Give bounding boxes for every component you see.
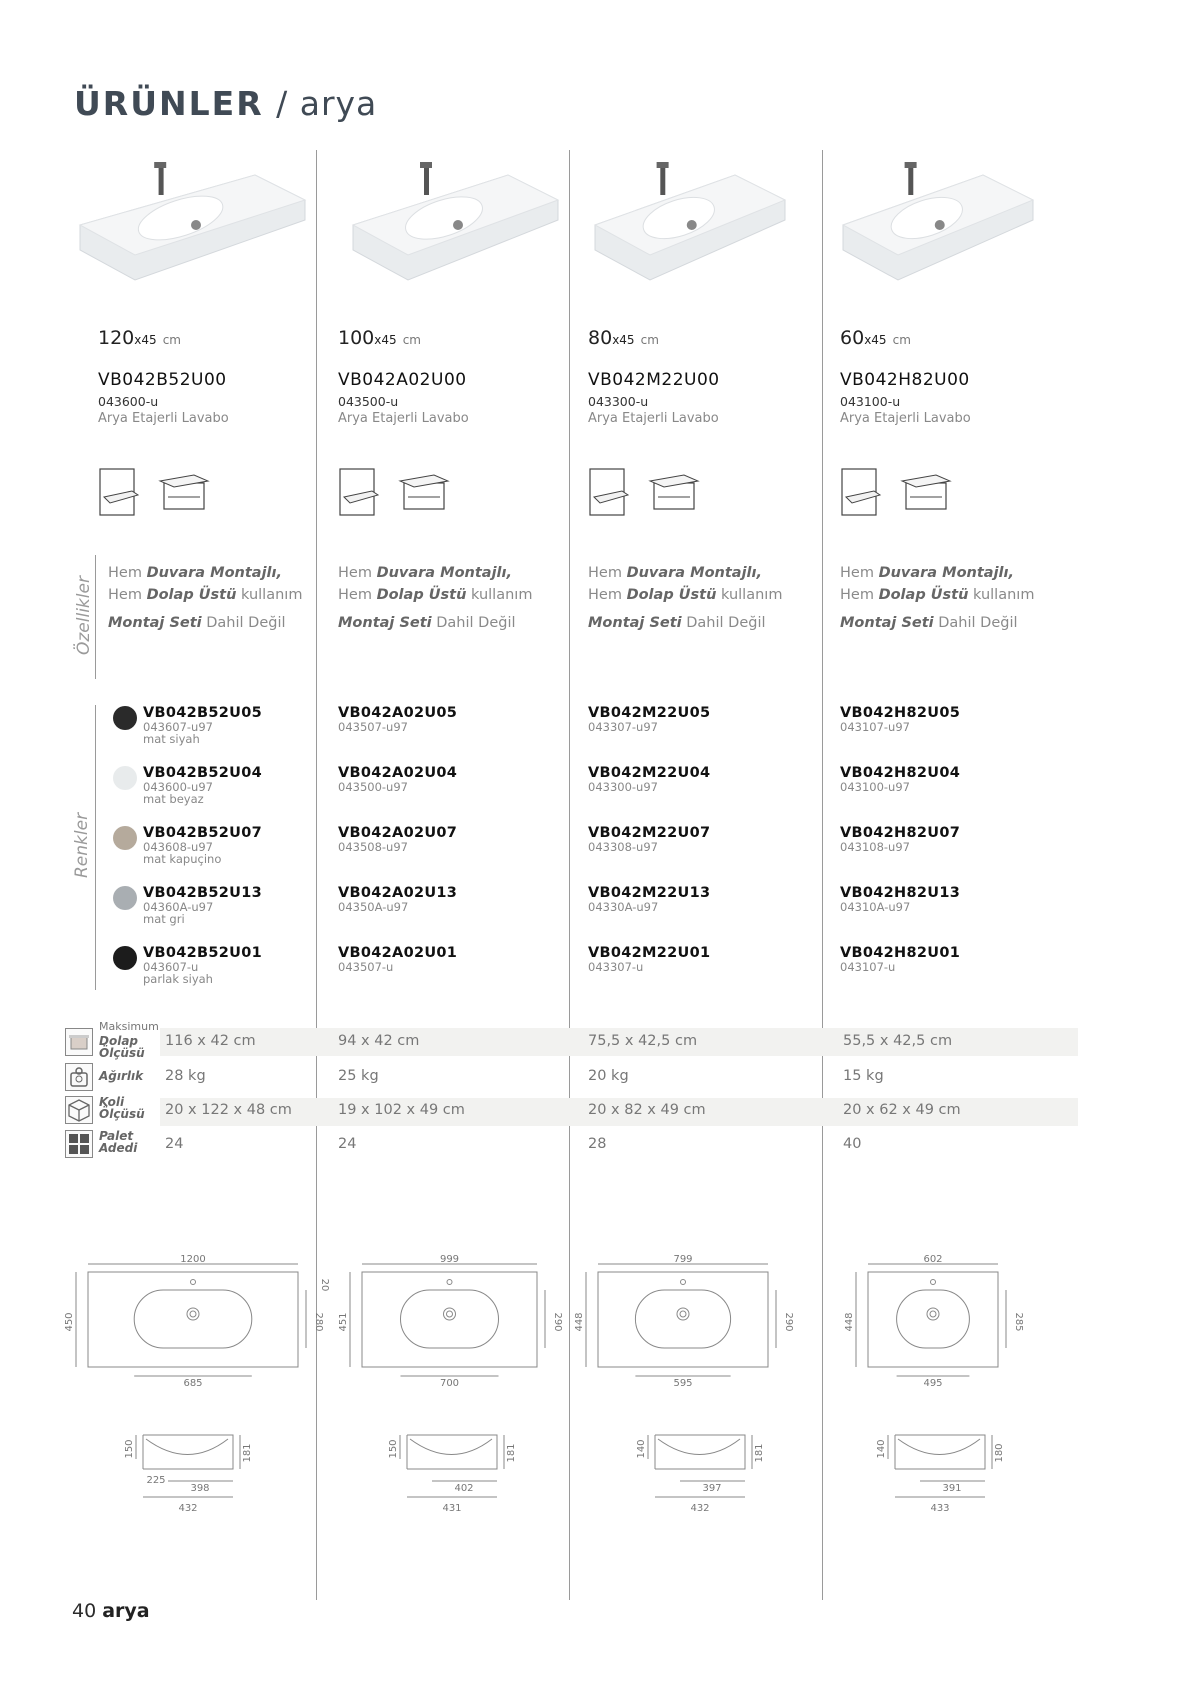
variant-code: VB042M22U07 [588, 825, 711, 841]
variant-ref: 04360A-u97 [143, 900, 214, 914]
dim-total: 431 [442, 1503, 462, 1514]
variant-code: VB042B52U07 [143, 825, 263, 841]
feature-text: Dahil Değil [431, 615, 516, 631]
cabinet-label-1: Dolap [99, 1034, 139, 1048]
variant-code: VB042B52U01 [143, 945, 263, 961]
dim-width: 1200 [180, 1254, 206, 1265]
box-label-1: Koli [99, 1095, 125, 1109]
pallet-icon [65, 1130, 93, 1158]
variant-item [143, 945, 262, 985]
swatch-mat-kapucino [113, 826, 137, 850]
variant-ref: 043507-u [338, 960, 394, 974]
mounting-icons [840, 467, 955, 519]
variant-ref: 043100-u97 [840, 780, 910, 794]
dim-d2: 398 [190, 1483, 210, 1494]
variant-ref: 043307-u [588, 960, 644, 974]
variant-item [840, 885, 960, 913]
variant-ref: 043607-u97 [143, 720, 213, 734]
dim-depth: 451 [338, 1312, 349, 1332]
variant-item [143, 825, 262, 865]
variant-item [338, 825, 457, 853]
cabinet-size: 116 x 42 cm [165, 1033, 256, 1049]
dim-inner: 495 [923, 1378, 943, 1389]
mounting-icons [338, 467, 453, 519]
feature-bold: Dolap Üstü [878, 587, 969, 603]
variant-code: VB042A02U01 [338, 945, 458, 961]
product-name: Arya Etajerli Lavabo [98, 411, 229, 426]
cabinet-size: 94 x 42 cm [338, 1033, 420, 1049]
product-features [108, 562, 302, 634]
box-icon [65, 1096, 93, 1124]
variant-ref: 043107-u [840, 960, 896, 974]
colors-label: Renkler [72, 812, 92, 878]
dim-basin: 290 [783, 1312, 794, 1332]
feature-text: Dahil Değil [201, 615, 286, 631]
box-size: 20 x 62 x 49 cm [843, 1102, 961, 1118]
sink-image [590, 150, 795, 300]
colors-rule [95, 705, 96, 990]
product-name: Arya Etajerli Lavabo [840, 411, 971, 426]
product-ref: 043100-u [840, 394, 901, 409]
feature-bold: Dolap Üstü [626, 587, 717, 603]
dim-d2: 402 [454, 1483, 474, 1494]
variant-item [338, 765, 457, 793]
side-drawing [124, 1425, 258, 1517]
footer-brand: arya [102, 1600, 150, 1622]
side-drawing [636, 1425, 770, 1517]
dim-h2: 180 [994, 1443, 1005, 1463]
variant-ref: 043308-u97 [588, 840, 658, 854]
features-label: Özellikler [74, 576, 94, 655]
feature-bold: Dolap Üstü [376, 587, 467, 603]
pallet-label-2: Adedi [99, 1141, 138, 1155]
feature-text: kullanım [716, 587, 783, 603]
cabinet-label-2: Ölçüsü [99, 1046, 145, 1060]
title-rest: / arya [276, 84, 378, 123]
variant-item [588, 765, 710, 793]
variant-item [338, 885, 457, 913]
dim-h1: 150 [124, 1439, 135, 1459]
variant-ref: 043608-u97 [143, 840, 213, 854]
variant-ref: 043600-u97 [143, 780, 213, 794]
page-title [74, 84, 377, 123]
dim-total: 433 [930, 1503, 950, 1514]
product-ref: 043300-u [588, 394, 649, 409]
dim-h2: 181 [242, 1443, 253, 1463]
variant-ref: 04330A-u97 [588, 900, 659, 914]
size-unit: cm [402, 333, 421, 347]
cabinet-size: 75,5 x 42,5 cm [588, 1033, 698, 1049]
column-divider [822, 150, 823, 1600]
dim-h1: 140 [636, 1439, 647, 1459]
side-drawing [876, 1425, 1010, 1517]
variant-item [840, 705, 960, 733]
product-ref: 043600-u [98, 394, 159, 409]
variant-ref: 04310A-u97 [840, 900, 911, 914]
variant-code: VB042B52U04 [143, 765, 263, 781]
product-code: VB042M22U00 [588, 370, 720, 390]
product-features [338, 562, 532, 634]
variant-code: VB042H82U13 [840, 885, 961, 901]
weight-value: 20 kg [588, 1068, 629, 1084]
mounting-icons [98, 467, 213, 519]
dim-inner: 700 [439, 1378, 460, 1389]
pallet-count: 28 [588, 1136, 607, 1152]
variant-item [588, 705, 710, 733]
variant-code: VB042A02U13 [338, 885, 458, 901]
variant-ref: 04350A-u97 [338, 900, 409, 914]
feature-bold: Dolap Üstü [146, 587, 237, 603]
feature-text: kullanım [968, 587, 1035, 603]
variant-code: VB042A02U05 [338, 705, 458, 721]
dim-depth: 450 [64, 1312, 75, 1332]
feature-bold: Duvara Montajlı, [878, 565, 1014, 581]
footer [72, 1600, 150, 1622]
box-size: 19 x 102 x 49 cm [338, 1102, 465, 1118]
feature-bold: Duvara Montajlı, [376, 565, 512, 581]
variant-ref: 043307-u97 [588, 720, 658, 734]
feature-text: Hem [840, 587, 879, 603]
variant-color: mat kapuçino [143, 852, 222, 866]
swatch-mat-gri [113, 886, 137, 910]
product-code: VB042B52U00 [98, 370, 227, 390]
feature-text: Hem [840, 565, 879, 581]
variant-item [143, 765, 262, 805]
size-main: 100 [338, 327, 375, 349]
box-size: 20 x 122 x 48 cm [165, 1102, 292, 1118]
product-code: VB042A02U00 [338, 370, 467, 390]
variant-code: VB042A02U07 [338, 825, 458, 841]
dim-h1: 140 [876, 1439, 887, 1459]
feature-bold: Duvara Montajlı, [146, 565, 282, 581]
sink-image [348, 150, 568, 300]
dim-d2: 391 [942, 1483, 962, 1494]
dim-h2: 181 [506, 1443, 517, 1463]
box-label-2: Ölçüsü [99, 1107, 145, 1121]
size-unit: cm [162, 333, 181, 347]
feature-text: Hem [338, 587, 377, 603]
variant-code: VB042B52U05 [143, 705, 263, 721]
weight-value: 15 kg [843, 1068, 884, 1084]
title-bold: ÜRÜNLER [74, 84, 264, 123]
variant-code: VB042H82U01 [840, 945, 961, 961]
product-code: VB042H82U00 [840, 370, 970, 390]
variant-code: VB042H82U04 [840, 765, 961, 781]
dim-inner: 685 [183, 1378, 203, 1389]
variant-code: VB042M22U13 [588, 885, 711, 901]
dim-total: 432 [178, 1503, 198, 1514]
variant-item [338, 945, 457, 973]
size-x: x45 [374, 333, 397, 347]
size-main: 80 [588, 327, 613, 349]
feature-text: Hem [588, 565, 627, 581]
swatch-parlak-siyah [113, 946, 137, 970]
size-x: x45 [864, 333, 887, 347]
pallet-count: 24 [338, 1136, 357, 1152]
variant-item [338, 705, 457, 733]
dim-basin: 285 [1013, 1312, 1024, 1332]
feature-text: Hem [588, 587, 627, 603]
dim-d1: 225 [146, 1475, 166, 1486]
variant-code: VB042A02U04 [338, 765, 458, 781]
top-drawing [574, 1252, 808, 1389]
cabinet-size: 55,5 x 42,5 cm [843, 1033, 953, 1049]
variant-color: mat siyah [143, 732, 200, 746]
size-main: 120 [98, 327, 135, 349]
page-number: 40 [72, 1600, 97, 1622]
variant-ref: 043508-u97 [338, 840, 408, 854]
cabinet-label-top: Maksimum [99, 1020, 159, 1033]
variant-code: VB042B52U13 [143, 885, 263, 901]
sink-image [75, 150, 315, 300]
swatch-mat-beyaz [113, 766, 137, 790]
variant-item [840, 945, 960, 973]
dim-inner: 595 [673, 1378, 693, 1389]
product-size [588, 327, 659, 349]
feature-text: Dahil Değil [933, 615, 1018, 631]
side-drawing [388, 1425, 522, 1517]
variant-color: mat gri [143, 912, 185, 926]
weight-label: Ağırlık [99, 1069, 144, 1083]
weight-value: 25 kg [338, 1068, 379, 1084]
product-features [588, 562, 782, 634]
variant-ref: 043500-u97 [338, 780, 408, 794]
weight-icon [65, 1063, 93, 1091]
pallet-label-1: Palet [99, 1129, 134, 1143]
sink-image [838, 150, 1043, 300]
dim-h2: 181 [754, 1443, 765, 1463]
swatch-mat-siyah [113, 706, 137, 730]
feature-bold: Montaj Seti [840, 615, 934, 631]
top-drawing [64, 1252, 338, 1389]
variant-ref: 043108-u97 [840, 840, 910, 854]
dim-depth: 448 [844, 1312, 855, 1332]
variant-color: parlak siyah [143, 972, 213, 986]
dim-depth: 448 [574, 1312, 585, 1332]
variant-item [840, 765, 960, 793]
variant-ref: 043507-u97 [338, 720, 408, 734]
feature-bold: Montaj Seti [108, 615, 202, 631]
variant-item [588, 825, 710, 853]
product-size [840, 327, 911, 349]
product-size [98, 327, 181, 349]
feature-bold: Duvara Montajlı, [626, 565, 762, 581]
pallet-count: 40 [843, 1136, 862, 1152]
box-size: 20 x 82 x 49 cm [588, 1102, 706, 1118]
size-x: x45 [134, 333, 157, 347]
variant-item [588, 885, 710, 913]
features-rule [95, 555, 96, 679]
dim-width: 602 [923, 1254, 943, 1265]
dim-h1: 150 [388, 1439, 399, 1459]
feature-text: kullanım [236, 587, 303, 603]
dim-basin: 290 [552, 1312, 563, 1332]
variant-ref: 043300-u97 [588, 780, 658, 794]
top-drawing [844, 1252, 1038, 1389]
feature-text: Hem [108, 587, 147, 603]
cabinet-icon [65, 1028, 93, 1056]
feature-bold: Montaj Seti [588, 615, 682, 631]
dim-d2: 397 [702, 1483, 722, 1494]
dim-rim: 20 [319, 1278, 330, 1292]
product-name: Arya Etajerli Lavabo [588, 411, 719, 426]
dim-width: 999 [439, 1254, 460, 1265]
variant-item [840, 825, 960, 853]
variant-code: VB042M22U01 [588, 945, 711, 961]
variant-item [588, 945, 710, 973]
product-size [338, 327, 421, 349]
variant-code: VB042M22U05 [588, 705, 711, 721]
variant-ref: 043107-u97 [840, 720, 910, 734]
product-ref: 043500-u [338, 394, 399, 409]
feature-text: Hem [108, 565, 147, 581]
dim-basin: 280 [313, 1312, 324, 1332]
size-unit: cm [640, 333, 659, 347]
variant-item [143, 705, 262, 745]
variant-code: VB042H82U05 [840, 705, 961, 721]
variant-code: VB042M22U04 [588, 765, 711, 781]
feature-text: Hem [338, 565, 377, 581]
top-drawing [338, 1252, 577, 1389]
weight-value: 28 kg [165, 1068, 206, 1084]
dim-width: 799 [673, 1254, 693, 1265]
feature-text: Dahil Değil [681, 615, 766, 631]
mounting-icons [588, 467, 703, 519]
variant-code: VB042H82U07 [840, 825, 961, 841]
variant-color: mat beyaz [143, 792, 204, 806]
feature-bold: Montaj Seti [338, 615, 432, 631]
pallet-count: 24 [165, 1136, 184, 1152]
variant-ref: 043607-u [143, 960, 199, 974]
product-name: Arya Etajerli Lavabo [338, 411, 469, 426]
product-features [840, 562, 1034, 634]
feature-text: kullanım [466, 587, 533, 603]
variant-item [143, 885, 262, 925]
dim-total: 432 [690, 1503, 710, 1514]
size-main: 60 [840, 327, 865, 349]
size-unit: cm [892, 333, 911, 347]
rim-dim [312, 1270, 332, 1300]
size-x: x45 [612, 333, 635, 347]
